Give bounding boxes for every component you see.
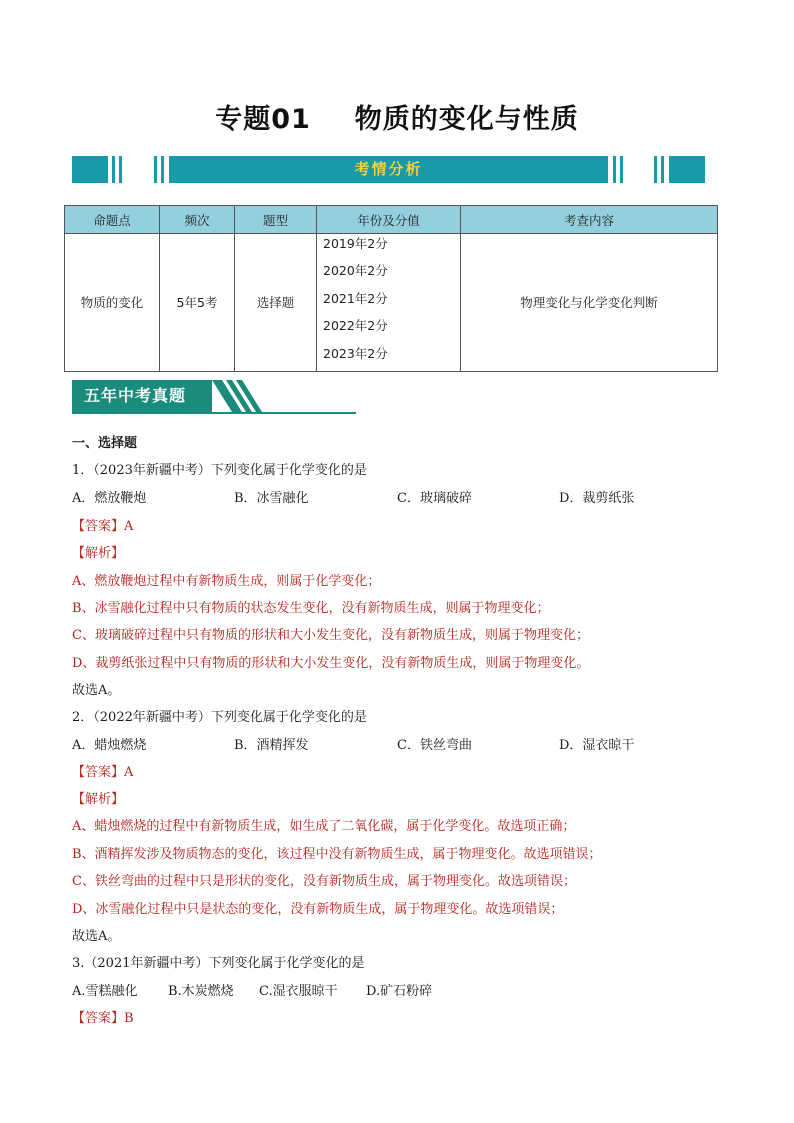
q1-option-a: A．燃放鞭炮 — [72, 491, 147, 506]
col-header: 频次 — [160, 206, 235, 234]
q1-analysis-line: C、玻璃破碎过程中只有物质的形状和大小发生变化，没有新物质生成，则属于物理变化； — [72, 628, 589, 643]
section-banner — [72, 156, 705, 183]
cell-type: 选择题 — [235, 234, 317, 372]
q2-analysis-line: D、冰雪融化过程中只是状态的变化，没有新物质生成，属于物理变化。故选项错误； — [72, 902, 564, 917]
table-header-row — [65, 206, 718, 234]
section-underline — [72, 412, 356, 414]
title-part2: 物质的变化与性质 — [354, 104, 579, 135]
q1-stem: 1．（2023年新疆中考）下列变化属于化学变化的是 — [72, 463, 367, 478]
q3-option-b: B.木炭燃烧 — [168, 984, 234, 999]
year-entry: 2019年2分 — [323, 236, 388, 251]
year-entry: 2022年2分 — [323, 318, 388, 334]
section-header — [72, 380, 356, 414]
cell-freq: 5年5考 — [160, 234, 235, 372]
q3-option-d: D.矿石粉碎 — [366, 984, 433, 999]
q3-option-a: A.雪糕融化 — [72, 984, 138, 999]
section-stripes-icon — [72, 380, 356, 414]
q2-option-d: D．湿衣晾干 — [559, 738, 635, 753]
year-entry: 2021年2分 — [323, 290, 388, 306]
cell-years — [317, 234, 461, 372]
q2-option-a: A．蜡烛燃烧 — [72, 738, 147, 753]
banner-stripe — [112, 156, 115, 183]
banner-bar-right — [669, 156, 705, 183]
q2-stem: 2．（2022年新疆中考）下列变化属于化学变化的是 — [72, 710, 367, 725]
exam-info-table — [64, 205, 718, 372]
q2-analysis-line: A、蜡烛燃烧的过程中有新物质生成，如生成了二氧化碳，属于化学变化。故选项正确； — [72, 819, 576, 834]
col-header: 年份及分值 — [317, 206, 461, 234]
banner-stripe — [119, 156, 122, 183]
page-title — [0, 97, 794, 136]
q1-option-b: B．冰雪融化 — [234, 491, 309, 506]
section-title: 五年中考真题 — [72, 380, 212, 412]
banner-label: 考情分析 — [169, 156, 608, 183]
q1-conclusion: 故选A。 — [72, 683, 121, 698]
q2-analysis-line: B、酒精挥发涉及物质物态的变化，该过程中没有新物质生成，属于物理变化。故选项错误； — [72, 847, 602, 862]
banner-stripe — [620, 156, 623, 183]
q1-analysis-label: 【解析】 — [72, 546, 125, 561]
banner-stripe — [654, 156, 657, 183]
banner-bar-left — [72, 156, 108, 183]
q1-analysis-line: B、冰雪融化过程中只有物质的状态发生变化，没有新物质生成，则属于物理变化； — [72, 601, 550, 616]
q2-option-c: C．铁丝弯曲 — [397, 738, 472, 753]
q3-option-c: C.湿衣服晾干 — [259, 984, 338, 999]
title-part1: 专题01 — [215, 104, 311, 135]
q3-answer: 【答案】B — [72, 1011, 134, 1026]
q2-option-b: B．酒精挥发 — [234, 738, 309, 753]
q1-option-d: D．裁剪纸张 — [559, 491, 635, 506]
col-header: 命题点 — [65, 206, 160, 234]
q3-stem: 3.（2021年新疆中考）下列变化属于化学变化的是 — [72, 956, 365, 971]
col-header: 题型 — [235, 206, 317, 234]
q1-analysis-line: D、裁剪纸张过程中只有物质的形状和大小发生变化，没有新物质生成，则属于物理变化。 — [72, 656, 590, 671]
year-entry: 2020年2分 — [323, 263, 388, 279]
q2-conclusion: 故选A。 — [72, 929, 121, 944]
cell-point: 物质的变化 — [65, 234, 160, 372]
q1-option-c: C．玻璃破碎 — [397, 491, 472, 506]
q2-analysis-line: C、铁丝弯曲的过程中只是形状的变化，没有新物质生成，属于物理变化。故选项错误； — [72, 874, 576, 889]
banner-stripe — [161, 156, 164, 183]
q1-analysis-line: A、燃放鞭炮过程中有新物质生成，则属于化学变化； — [72, 574, 381, 589]
banner-stripe — [661, 156, 664, 183]
q2-answer: 【答案】A — [72, 765, 134, 780]
year-entry: 2023年2分 — [323, 345, 388, 361]
q2-analysis-label: 【解析】 — [72, 792, 125, 807]
part-title: 一、选择题 — [72, 436, 138, 451]
cell-content: 物理变化与化学变化判断 — [461, 234, 718, 372]
q1-answer: 【答案】A — [72, 519, 134, 534]
col-header: 考查内容 — [461, 206, 718, 234]
table-row — [65, 234, 718, 372]
banner-stripe — [613, 156, 616, 183]
banner-stripe — [154, 156, 157, 183]
